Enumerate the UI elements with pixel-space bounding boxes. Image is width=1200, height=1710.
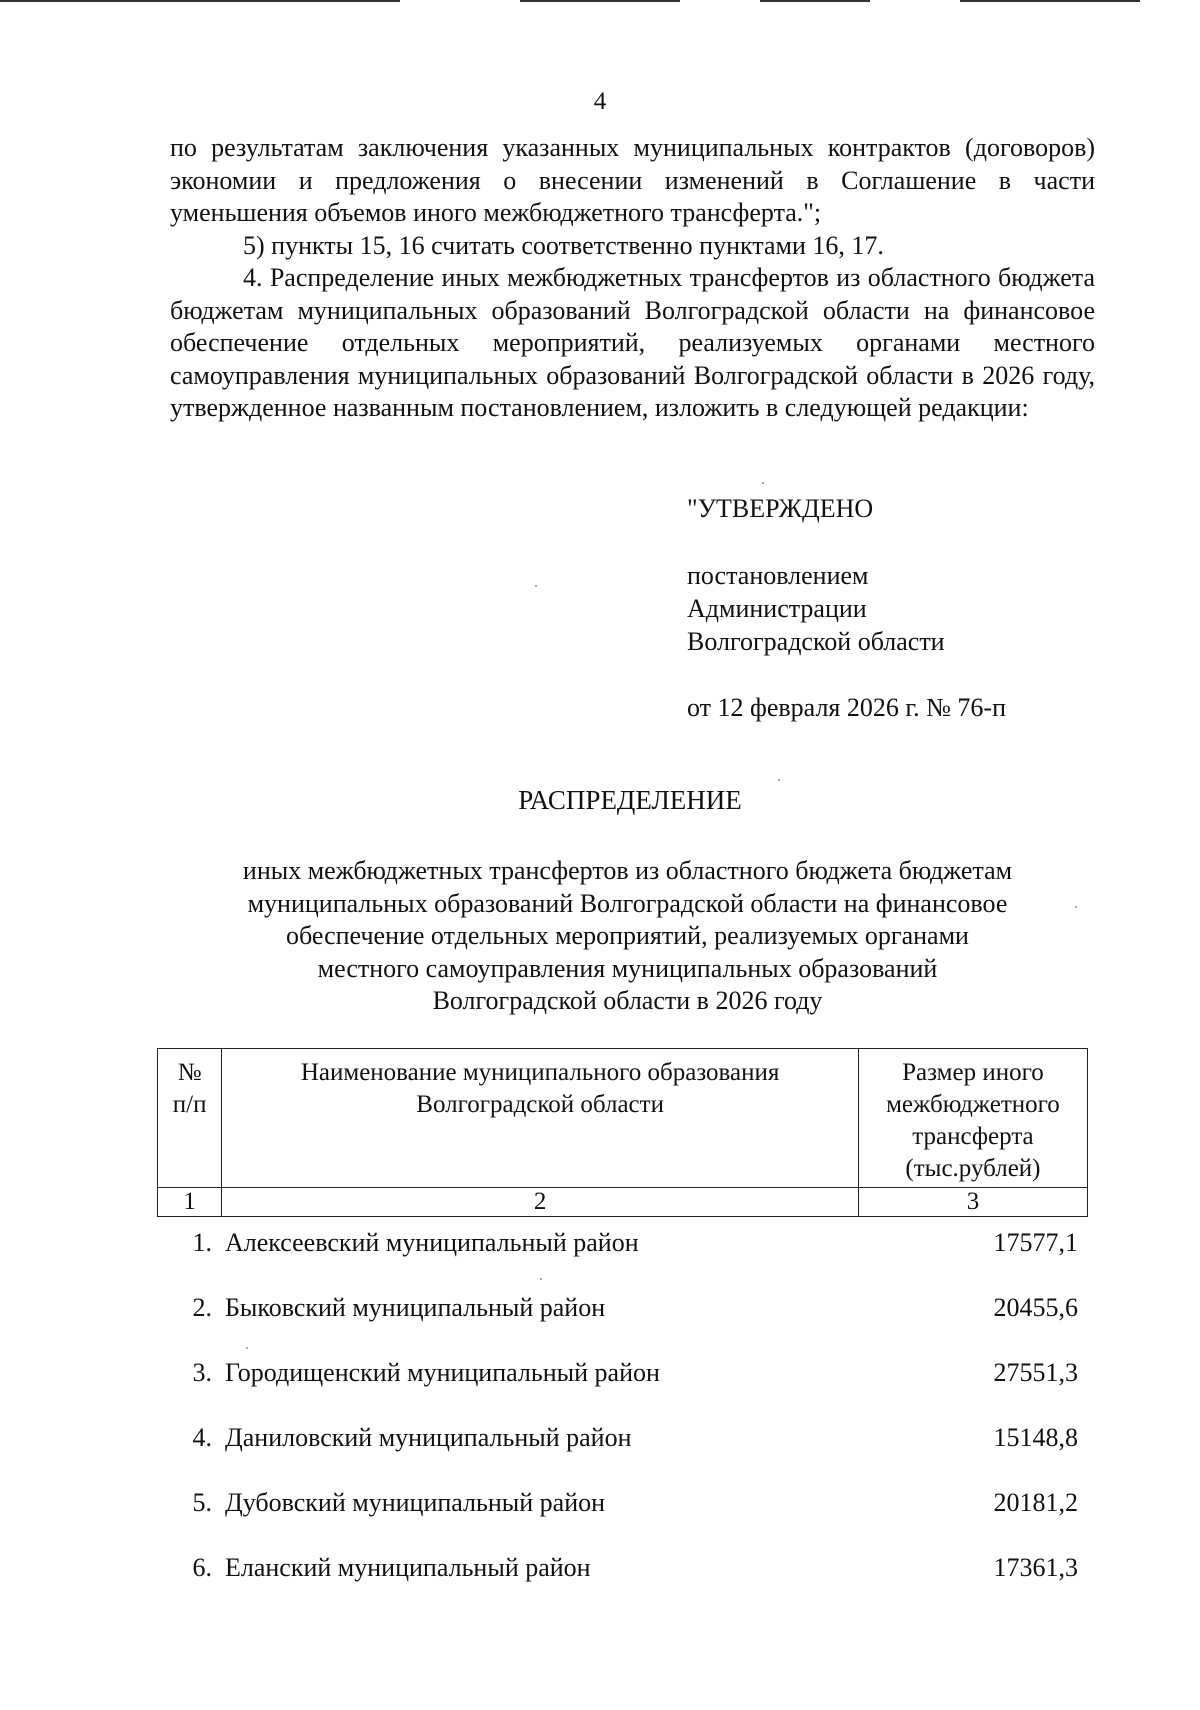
approval-line: Администрации: [687, 594, 867, 623]
approval-date: от 12 февраля 2026 г. № 76-п: [687, 693, 1006, 722]
scan-edge-line: [520, 0, 680, 2]
table-row: [157, 1553, 1088, 1618]
row-amount: 17361,3: [993, 1553, 1078, 1582]
header-text: Волгоградской области: [416, 1091, 664, 1118]
header-cell-name: [222, 1049, 859, 1188]
header-text: п/п: [172, 1091, 207, 1118]
column-number: 3: [858, 1188, 1087, 1217]
approval-line: постановлением: [687, 561, 869, 590]
header-text: Размер иного: [902, 1059, 1044, 1086]
table-row: [157, 1358, 1088, 1423]
paragraph-item-5: 5) пункты 15, 16 считать соответственно пунктами 16, 17.: [243, 231, 884, 260]
subtitle-line: иных межбюджетных трансфертов из областного бюджета бюджетам: [242, 856, 1013, 885]
row-amount: 17577,1: [993, 1228, 1078, 1257]
approval-block: [687, 559, 945, 658]
page-number: 4: [593, 88, 607, 115]
subtitle-line: обеспечение отдельных мероприятий, реализуемых органами: [286, 921, 969, 950]
subtitle-line: муниципальных образований Волгоградской области на финансовое: [247, 888, 1008, 918]
header-text: Наименование муниципального образования: [300, 1059, 780, 1086]
row-municipality: Даниловский муниципальный район: [225, 1423, 632, 1452]
distribution-rows: [157, 1228, 1088, 1618]
row-municipality: Дубовский муниципальный район: [225, 1488, 606, 1517]
approval-title: "УТВЕРЖДЕНО: [687, 494, 874, 523]
column-number: 1: [158, 1188, 222, 1217]
row-municipality: Еланский муниципальный район: [225, 1553, 591, 1582]
table-row: [157, 1423, 1088, 1488]
scan-speck: [778, 779, 780, 781]
document-subtitle: [195, 855, 1060, 1018]
row-municipality: Алексеевский муниципальный район: [225, 1228, 639, 1257]
subtitle-line: местного самоуправления муниципальных образований: [317, 953, 938, 983]
row-number: 2.: [192, 1293, 212, 1322]
row-amount: 20455,6: [993, 1293, 1078, 1322]
column-number-row: [158, 1188, 1088, 1217]
row-number: 5.: [192, 1488, 212, 1517]
scan-speck: [762, 482, 764, 484]
document-title: РАСПРЕДЕЛЕНИЕ: [518, 785, 742, 815]
paragraph-item-4: 4. Распределение иных межбюджетных трансфертов из областного бюджета бюджетам муниципальных образований Волгоградской области на финансовое обеспечение отдельных мероприятий, реализуемых органами местного самоуправления муниципальных образований Волгоградской области в 2026 году, утвержденное названным постановлением, изложить в следующей редакции:: [170, 263, 1095, 422]
header-cell-amount: [858, 1049, 1087, 1188]
paragraph-continuation: по результатам заключения указанных муниципальных контрактов (договоров) экономии и предложения о внесении изменений в Соглашение в части уменьшения объемов иного межбюджетного трансферта.";: [170, 133, 1095, 227]
approval-line: Волгоградской области: [687, 627, 945, 656]
row-municipality: Быковский муниципальный район: [225, 1293, 606, 1322]
row-amount: 15148,8: [993, 1423, 1078, 1452]
table-header-row: [158, 1049, 1088, 1188]
row-number: 6.: [192, 1553, 212, 1582]
header-cell-number: [158, 1049, 222, 1188]
header-text: (тыс.рублей): [905, 1155, 1041, 1182]
table-row: [157, 1488, 1088, 1553]
row-number: 1.: [192, 1228, 212, 1257]
table-row: [157, 1293, 1088, 1358]
distribution-table-header: [157, 1048, 1088, 1217]
scan-edge-line: [760, 0, 870, 2]
row-municipality: Городищенский муниципальный район: [225, 1358, 660, 1387]
row-amount: 27551,3: [993, 1358, 1078, 1387]
row-number: 3.: [192, 1358, 212, 1387]
column-number: 2: [222, 1188, 859, 1217]
subtitle-line: Волгоградской области в 2026 году: [432, 986, 823, 1015]
row-amount: 20181,2: [993, 1488, 1078, 1517]
header-text: межбюджетного: [886, 1091, 1060, 1118]
row-number: 4.: [192, 1423, 212, 1452]
scan-edge-line: [0, 0, 400, 2]
header-text: №: [177, 1059, 202, 1086]
scan-edge-line: [960, 0, 1140, 2]
table-row: [157, 1228, 1088, 1293]
header-text: трансферта: [912, 1123, 1034, 1150]
scan-speck: [535, 585, 537, 587]
scan-speck: [1075, 906, 1077, 908]
